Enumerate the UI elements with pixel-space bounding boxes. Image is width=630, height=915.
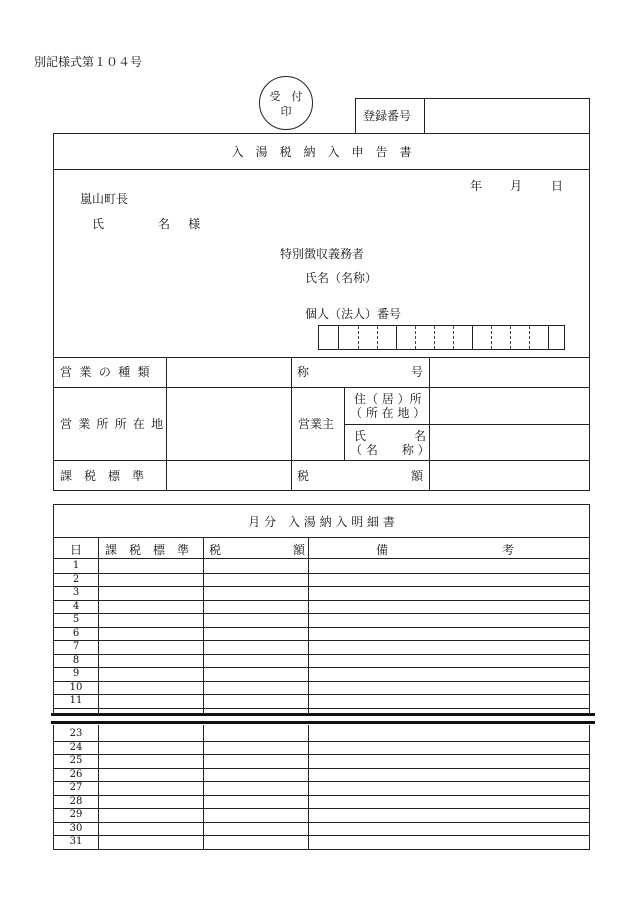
col-tax-header-1: 税 [209,543,222,557]
day-number: 7 [72,641,80,652]
col-tax-base-header: 課 税 標 準 [105,543,190,557]
tax-amount-cell[interactable] [204,754,307,767]
tax-amount-cell[interactable] [204,627,307,640]
tax-base-cell[interactable] [99,835,202,848]
tax-base-label: 課 税 標 準 [60,469,145,483]
col-remarks-header-2: 考 [502,543,515,557]
day-number: 1 [72,560,80,571]
tax-amount-cell[interactable] [204,613,307,626]
table-row [54,835,589,849]
tax-amount-cell[interactable] [204,600,307,613]
tax-amount-cell[interactable] [204,654,307,667]
day-number: 4 [72,600,80,612]
stamp-line-2: 印 [280,105,292,118]
tax-base-cell[interactable] [99,627,202,640]
tax-amount-cell[interactable] [204,727,307,740]
day-number: 10 [69,681,83,693]
tax-base-cell[interactable] [99,573,202,586]
tax-amount-cell[interactable] [204,681,307,694]
col-day-header: 日 [70,543,83,557]
day-number: 24 [69,741,83,753]
obligor-heading: 特別徴収義務者 [280,247,365,261]
tax-amount-cell[interactable] [204,768,307,781]
remarks-cell[interactable] [309,654,588,667]
table-row [54,640,589,654]
business-type-input[interactable] [168,359,289,386]
remarks-cell[interactable] [309,613,588,626]
tax-base-input[interactable] [168,462,289,489]
table-row [54,627,589,641]
tax-amount-label-1: 税 [297,469,310,483]
tax-base-cell[interactable] [99,727,202,740]
tax-base-cell[interactable] [99,613,202,626]
registration-input[interactable] [426,101,586,131]
owner-address-label-1: 住（ 居 ）所 [354,392,422,406]
tax-base-cell[interactable] [99,694,202,707]
table-row [54,768,589,782]
remarks-cell[interactable] [309,741,588,754]
remarks-cell[interactable] [309,586,588,599]
tax-base-cell[interactable] [99,822,202,835]
table-row [54,600,589,614]
location-input[interactable] [168,389,289,459]
table-row [54,681,589,695]
remarks-cell[interactable] [309,681,588,694]
stamp-line-1: 受 付 [269,90,303,103]
table-row [54,667,589,681]
table-row [54,654,589,668]
remarks-cell[interactable] [309,559,588,572]
table-row [54,573,589,587]
addressee-name-label: 氏 [92,217,105,231]
day-number: 5 [72,614,80,625]
remarks-cell[interactable] [309,754,588,767]
tax-base-cell[interactable] [99,586,202,599]
tax-base-cell[interactable] [99,795,202,808]
trade-name-label-2: 号 [411,365,424,379]
remarks-cell[interactable] [309,768,588,781]
col-remarks-header-1: 備 [376,543,389,557]
declaration-form [53,133,590,491]
owner-address-label-2: （ 所 在 地 ） [350,406,426,420]
tax-amount-cell[interactable] [204,640,307,653]
location-label: 営 業 所 所 在 地 [60,417,165,431]
table-row [54,613,589,627]
day-number: 11 [69,695,83,706]
tax-base-cell[interactable] [99,667,202,680]
col-tax-header-2: 額 [293,543,306,557]
day-number: 31 [69,836,83,847]
id-number-grid[interactable] [318,325,565,350]
tax-amount-cell[interactable] [204,667,307,680]
date-month-label: 月 [510,179,523,193]
day-number: 2 [72,573,80,585]
owner-name-input[interactable] [431,426,587,459]
tax-base-cell[interactable] [99,559,202,572]
tax-amount-label-2: 額 [411,469,424,483]
day-number: 27 [69,782,83,793]
form-title: 入 湯 税 納 入 申 告 書 [231,145,412,159]
day-number: 3 [72,587,80,598]
tax-base-cell[interactable] [99,754,202,767]
remarks-cell[interactable] [309,694,588,707]
reception-stamp [259,76,313,130]
owner-name-label-2: （ 名 称 ） [350,443,430,457]
owner-address-input[interactable] [431,389,587,423]
remarks-cell[interactable] [309,822,588,835]
tax-amount-cell[interactable] [204,586,307,599]
table-row [54,694,589,708]
remarks-cell[interactable] [309,573,588,586]
tax-amount-cell[interactable] [204,795,307,808]
break-separator [51,713,595,725]
mayor-label: 嵐山町長 [80,192,129,206]
day-number: 29 [69,809,83,820]
day-number: 8 [72,654,80,666]
remarks-cell[interactable] [309,795,588,808]
trade-name-label-1: 称 [297,365,310,379]
day-number: 9 [72,668,80,679]
remarks-cell[interactable] [309,808,588,821]
registration-label: 登録番号 [363,109,412,123]
trade-name-input[interactable] [431,359,587,386]
tax-amount-cell[interactable] [204,573,307,586]
tax-amount-cell[interactable] [204,559,307,572]
tax-base-cell[interactable] [99,600,202,613]
remarks-cell[interactable] [309,640,588,653]
tax-base-cell[interactable] [99,781,202,794]
date-year-label: 年 [470,179,483,193]
date-day-label: 日 [551,179,564,193]
remarks-cell[interactable] [309,627,588,640]
table-row [54,727,589,741]
tax-amount-input[interactable] [431,462,587,489]
form-number: 別記様式第１０４号 [34,55,143,69]
tax-amount-cell[interactable] [204,694,307,707]
table-row [54,808,589,822]
tax-amount-cell[interactable] [204,781,307,794]
table-row [54,795,589,809]
tax-base-cell[interactable] [99,808,202,821]
day-number: 28 [69,795,83,807]
tax-base-cell[interactable] [99,640,202,653]
tax-amount-cell[interactable] [204,822,307,835]
table-row [54,559,589,573]
addressee-sama: 名 様 [158,217,208,231]
table-row [54,741,589,755]
remarks-cell[interactable] [309,727,588,740]
table-row [54,822,589,836]
tax-base-cell[interactable] [99,741,202,754]
business-type-label: 営 業 の 種 類 [60,365,152,379]
remarks-cell[interactable] [309,667,588,680]
tax-amount-cell[interactable] [204,741,307,754]
day-number: 23 [69,728,83,739]
day-number: 30 [69,822,83,834]
owner-label: 営業主 [298,417,335,431]
day-number: 26 [69,768,83,780]
table-row [54,754,589,768]
tax-amount-cell[interactable] [204,835,307,848]
table-row [54,586,589,600]
tax-base-cell[interactable] [99,654,202,667]
detail-form [53,504,590,850]
tax-base-cell[interactable] [99,768,202,781]
tax-base-cell[interactable] [99,681,202,694]
day-number: 6 [72,627,80,639]
owner-name-label-1: 氏 名 [354,429,427,443]
registration-box [355,98,590,134]
tax-amount-cell[interactable] [204,808,307,821]
table-row [54,781,589,795]
obligor-id-label: 個人（法人）番号 [305,307,402,321]
remarks-cell[interactable] [309,835,588,848]
remarks-cell[interactable] [309,600,588,613]
remarks-cell[interactable] [309,781,588,794]
day-number: 25 [69,755,83,766]
detail-title: 月 分 入 湯 納 入 明 細 書 [248,515,395,529]
obligor-name-label: 氏名（名称） [305,271,378,285]
